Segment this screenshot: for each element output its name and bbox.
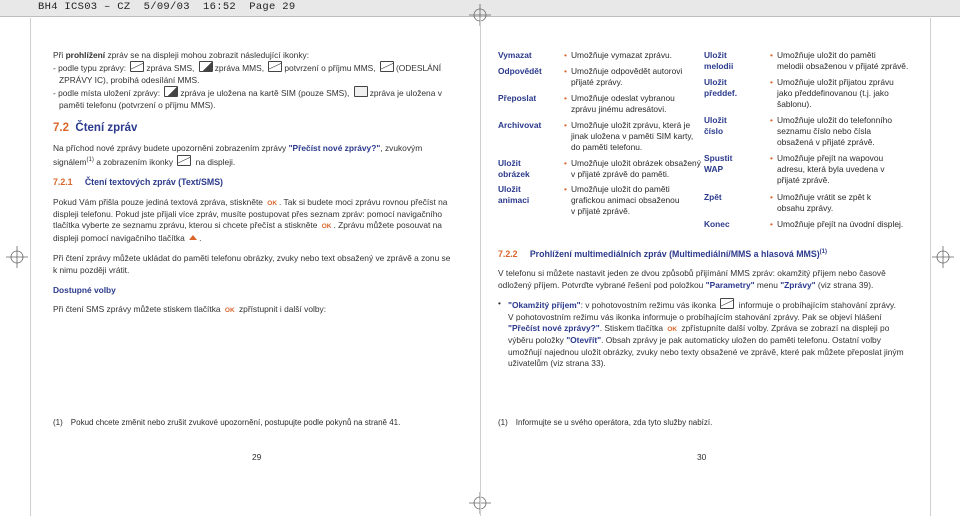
immediate-receipt-bullet: • "Okamžitý příjem": v pohotovostním režimu vás ikonka informuje o probíhajícím stahování zprávy. V pohotovostním režimu vás ikonka informuje o probíhajícím stahování zprávy. Pak se objeví hlášení "Přečíst nové zprávy?". Stiskem tlačítka OK zpřístupníte další volby. Zpráva se zobrazí na displeji po výběru položky "Otevřít". Obsah zprávy je pak automaticky uložen do paměti telefonu. Ostatní volby umožňují najednou uložit obrázky, zvuky nebo texty obsažené ve zprávě, které pak můžete přeposlat jiným uživatelům (viz strana 33). [498, 298, 904, 369]
download-icon [720, 298, 734, 309]
new-message-icon [177, 155, 191, 166]
right-page-number: 30 [697, 452, 707, 462]
registration-mark-left [6, 246, 28, 268]
phone-memory-icon [354, 86, 368, 97]
mms-icon [199, 61, 213, 72]
ok-key-icon: OK [321, 223, 332, 231]
options-heading: Dostupné volby [53, 285, 116, 296]
section-7-2-1-text: Pokud Vám přišla pouze jediná textová zpráva, stiskněte OK . Tak si budete moci zprávu rovnou přečíst na displeji telefonu. Pokud jste přijali více zpráv, musíte postupovat přes seznam zpráv: pomocí navigačního tlačítka vyberte ze seznamu zprávu, kterou si chcete přečíst a stiskněte OK . Zprávu můžete posouvat na displeji pomocí navigačního tlačítka . [53, 196, 448, 243]
right-page-body [498, 247, 910, 370]
sim-card-icon [164, 86, 178, 97]
section-7-2-1-heading: 7.2.1 Čtení textových zpráv (Text/SMS) [53, 177, 223, 188]
left-footnote: (1) Pokud chcete změnit nebo zrušit zvukové upozornění, postupujte podle pokynů na straně 41. [53, 418, 401, 427]
ok-key-icon: OK [267, 199, 278, 207]
intro-line-5: paměti telefonu (potvrzení o příjmu MMS). [59, 99, 216, 110]
save-content-text: Při čtení zprávy můžete ukládat do paměti telefonu obrázky, zvuky nebo text obsažený ve zprávě a zonu se k nimu později vrátit. [53, 253, 451, 275]
section-7-2-2-heading: 7.2.2 Prohlížení multimediálních zpráv (Multimediální/MMS a hlasová MMS)$^{(1)}$ [498, 248, 828, 259]
navigation-key-icon [189, 235, 197, 240]
section-7-2-2-text: V telefonu si můžete nastavit jeden ze dvou způsobů přijímání MMS zpráv: okamžitý příjem nebo časově odložený příjem. Potvrďte vybrané řešení pod položkou "Parametry" menu "Zprávy" (viz strana 39). [498, 268, 886, 290]
intro-line-1: Při prohlížení zpráv se na displeji mohou zobrazit následující ikonky: [53, 50, 310, 60]
left-page [53, 50, 463, 316]
ok-key-icon: OK [667, 325, 678, 333]
left-page-number: 29 [252, 452, 262, 462]
crop-line-right [930, 18, 931, 516]
ok-key-icon: OK [224, 306, 235, 314]
right-footnote: (1) Informujte se u svého operátora, zda tyto služby nabízí. [498, 418, 713, 427]
options-text: Při čtení SMS zprávy můžete stiskem tlačítka OK zpřístupnit i další volby: [53, 304, 463, 316]
print-header-text: BH4 ICS03 – CZ 5/09/03 16:52 Page 29 [38, 1, 296, 13]
mms-receipt-icon [268, 61, 282, 72]
intro-line-3: ZPRÁVY IC), probíhá odesílání MMS. [59, 74, 200, 85]
intro-line-2: - podle typu zprávy: zpráva SMS, zpráva MMS, potvrzení o příjmu MMS, (ODESLÁNÍ [53, 63, 442, 74]
crop-line-center [480, 18, 481, 516]
section-7-2-text: Na příchod nové zprávy budete upozorněni zobrazením zprávy "Přečíst nové zprávy?", zvukovým signálem$^{(1)}$ a zobrazením ikonky na displeji. [53, 143, 423, 167]
sending-icon [380, 61, 394, 72]
registration-mark-right [932, 246, 954, 268]
intro-line-4: - podle místa uložení zprávy: zpráva je uložena na kartě SIM (pouze SMS), zpráva je uložena v [53, 88, 442, 99]
section-7-2-heading: 7.2 Čtení zpráv [53, 122, 138, 135]
crop-line-left [30, 18, 31, 516]
sms-icon [130, 61, 144, 72]
